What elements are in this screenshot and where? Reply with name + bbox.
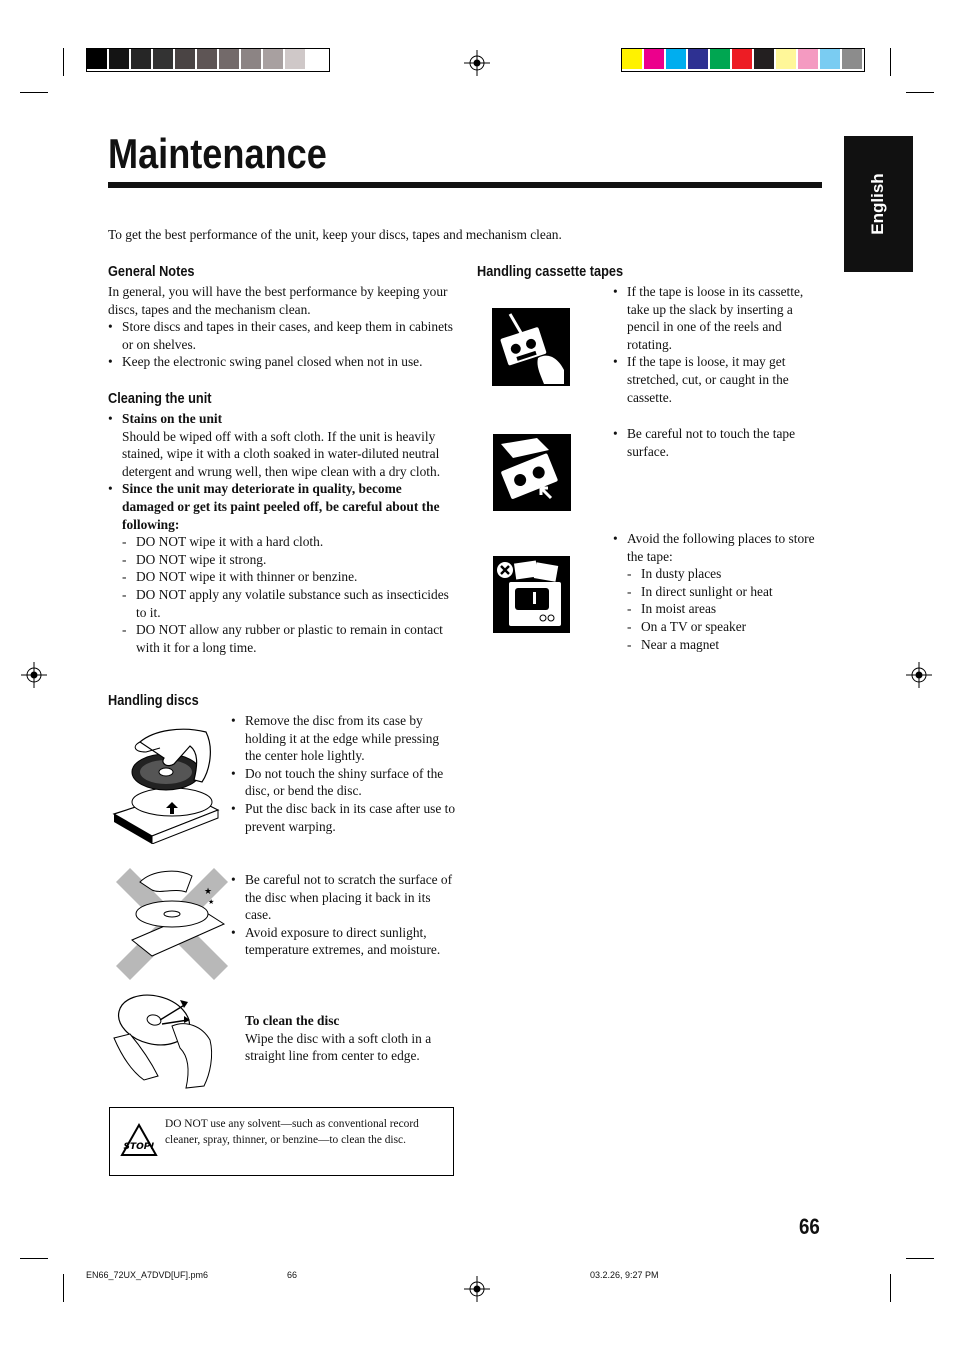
handling-discs-heading: Handling discs bbox=[108, 693, 199, 709]
stop-warning-box bbox=[109, 1107, 454, 1176]
color-swatch bbox=[241, 49, 261, 69]
color-swatch bbox=[87, 49, 107, 69]
list-item: • Avoid exposure to direct sunlight, temperature extremes, and moisture. bbox=[231, 924, 457, 959]
list-item bbox=[108, 480, 454, 533]
color-swatch bbox=[153, 49, 173, 69]
registration-mark-icon bbox=[906, 662, 932, 688]
dash-item: - On a TV or speaker bbox=[627, 618, 818, 636]
registration-mark-icon bbox=[464, 50, 490, 76]
page-number: 66 bbox=[799, 1214, 820, 1239]
crop-mark bbox=[63, 48, 64, 76]
color-swatch bbox=[644, 49, 664, 69]
stop-label: STOP! bbox=[123, 1142, 155, 1152]
general-notes-heading: General Notes bbox=[108, 264, 195, 280]
stop-warning-text: DO NOT use any solvent—such as conventional record cleaner, spray, thinner, or benzine—to clean the disc. bbox=[165, 1118, 419, 1146]
color-swatch bbox=[263, 49, 283, 69]
stains-title: Stains on the unit bbox=[122, 411, 223, 426]
color-swatch bbox=[732, 49, 752, 69]
intro-text: To get the best performance of the unit, keep your discs, tapes and mechanism clean. bbox=[108, 227, 562, 242]
dash-item: - DO NOT apply any volatile substance such as insecticides to it. bbox=[122, 586, 454, 621]
disc-list-1 bbox=[231, 712, 457, 835]
cassette-touch-icon bbox=[493, 434, 571, 511]
color-swatch bbox=[666, 49, 686, 69]
crop-mark bbox=[890, 1274, 891, 1302]
list-item: • If the tape is loose in its cassette, take up the slack by inserting a pencil in one of the reels and rotating. bbox=[613, 283, 818, 353]
footer-page: 66 bbox=[287, 1270, 298, 1280]
dash-item: - DO NOT wipe it with a hard cloth. bbox=[122, 533, 454, 551]
list-item: • Keep the electronic swing panel closed when not in use. bbox=[108, 353, 454, 371]
list-item bbox=[108, 410, 454, 480]
language-tab-label: English bbox=[868, 173, 887, 235]
crop-mark bbox=[20, 92, 48, 93]
color-swatch-bar bbox=[621, 48, 865, 72]
general-notes-paragraph: In general, you will have the best performance by keeping your discs, tapes and the mechanism clean. bbox=[108, 284, 448, 317]
list-item: • Be careful not to scratch the surface of the disc when placing it back in its case. bbox=[231, 871, 457, 924]
list-item: • Store discs and tapes in their cases, and keep them in cabinets or on shelves. bbox=[108, 318, 454, 353]
dash-item: - DO NOT wipe it strong. bbox=[122, 551, 454, 569]
dash-item: - In direct sunlight or heat bbox=[627, 583, 818, 601]
disc-removal-illustration bbox=[110, 722, 222, 844]
crop-mark bbox=[63, 1274, 64, 1302]
list-item: • If the tape is loose, it may get stretched, cut, or caught in the cassette. bbox=[613, 353, 818, 406]
dash-item: - Near a magnet bbox=[627, 636, 818, 654]
title-rule bbox=[108, 182, 822, 188]
svg-text:★: ★ bbox=[208, 898, 215, 906]
color-swatch bbox=[219, 49, 239, 69]
color-swatch bbox=[131, 49, 151, 69]
crop-mark bbox=[20, 1258, 48, 1259]
page-title: Maintenance bbox=[108, 130, 327, 177]
gray-swatch-bar bbox=[86, 48, 330, 72]
cleaning-heading: Cleaning the unit bbox=[108, 391, 212, 407]
cleaning-body bbox=[108, 410, 454, 656]
list-item: • Be careful not to touch the tape surface. bbox=[613, 425, 818, 460]
color-swatch bbox=[776, 49, 796, 69]
crop-mark bbox=[906, 1258, 934, 1259]
color-swatch bbox=[798, 49, 818, 69]
footer-file: EN66_72UX_A7DVD[UF].pm6 bbox=[86, 1270, 209, 1280]
list-item: • Avoid the following places to store the tape: bbox=[613, 530, 818, 565]
disc-cleaning-illustration bbox=[110, 990, 236, 1092]
cassette-list-2 bbox=[613, 425, 818, 460]
stop-warning-icon bbox=[119, 1122, 159, 1158]
cassette-heading: Handling cassette tapes bbox=[477, 264, 624, 280]
disc-clean-block bbox=[245, 1012, 457, 1065]
dash-item: - DO NOT allow any rubber or plastic to remain in contact with it for a long time. bbox=[122, 621, 454, 656]
dash-item: - DO NOT wipe it with thinner or benzine. bbox=[122, 568, 454, 586]
dash-item: - In moist areas bbox=[627, 600, 818, 618]
disc-list-2 bbox=[231, 871, 457, 959]
color-swatch bbox=[710, 49, 730, 69]
color-swatch bbox=[842, 49, 862, 69]
color-swatch bbox=[820, 49, 840, 69]
general-notes-body bbox=[108, 283, 454, 371]
color-swatch bbox=[622, 49, 642, 69]
cassette-list-1 bbox=[613, 283, 818, 406]
cassette-list-3 bbox=[613, 530, 818, 653]
color-swatch bbox=[688, 49, 708, 69]
crop-mark bbox=[906, 92, 934, 93]
disc-scratch-warning-illustration bbox=[112, 864, 232, 984]
color-swatch bbox=[754, 49, 774, 69]
color-swatch bbox=[175, 49, 195, 69]
svg-text:★: ★ bbox=[204, 887, 213, 897]
registration-mark-icon bbox=[464, 1276, 490, 1302]
stains-text: Should be wiped off with a soft cloth. If the unit is heavily stained, wipe it with a cloth soaked in water-diluted neutral detergent and wrung well, then wipe clean with a dry cloth. bbox=[122, 428, 441, 479]
color-swatch bbox=[109, 49, 129, 69]
footer-date: 03.2.26, 9:27 PM bbox=[590, 1270, 659, 1280]
registration-mark-icon bbox=[21, 662, 47, 688]
clean-disc-title: To clean the disc bbox=[245, 1013, 340, 1028]
dash-item: - In dusty places bbox=[627, 565, 818, 583]
language-tab bbox=[844, 136, 913, 272]
cassette-tv-storage-icon bbox=[493, 556, 570, 633]
list-item: • Remove the disc from its case by holding it at the edge while pressing the center hole lightly. bbox=[231, 712, 457, 765]
cleaning-warning: Since the unit may deteriorate in quality, become damaged or get its paint peeled off, be careful about the following: bbox=[122, 481, 440, 532]
clean-disc-text: Wipe the disc with a soft cloth in a straight line from center to edge. bbox=[245, 1030, 432, 1064]
cassette-pencil-icon bbox=[492, 308, 570, 386]
list-item: • Do not touch the shiny surface of the disc, or bend the disc. bbox=[231, 765, 457, 800]
list-item: • Put the disc back in its case after use to prevent warping. bbox=[231, 800, 457, 835]
color-swatch bbox=[197, 49, 217, 69]
color-swatch bbox=[307, 49, 327, 69]
crop-mark bbox=[890, 48, 891, 76]
color-swatch bbox=[285, 49, 305, 69]
